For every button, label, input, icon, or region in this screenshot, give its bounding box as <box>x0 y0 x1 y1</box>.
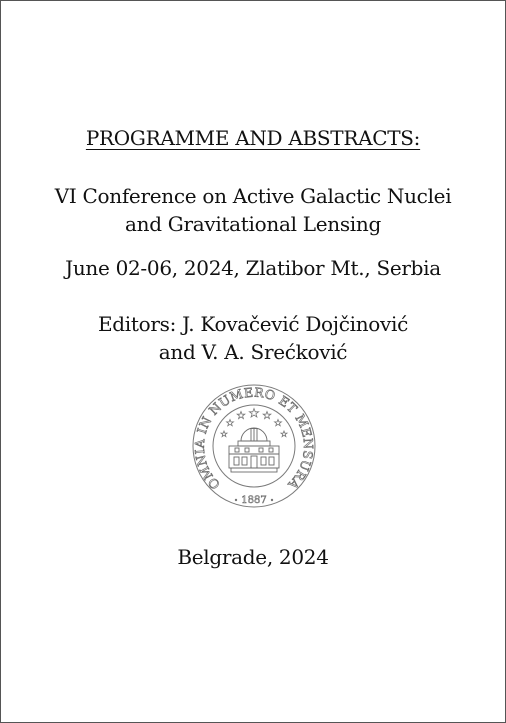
editors-line-1: Editors: J. Kovačević Dojčinović <box>97 312 409 336</box>
place-and-year: Belgrade, 2024 <box>177 545 329 569</box>
editors-line-2: and V. A. Srećković <box>158 340 348 364</box>
conference-dates-location: June 02-06, 2024, Zlatibor Mt., Serbia <box>65 256 441 280</box>
conference-title-line-2: and Gravitational Lensing <box>125 212 381 236</box>
observatory-building <box>229 428 279 472</box>
seal-motto: OMNIA IN NUMERO ET MENSURA <box>191 384 317 493</box>
observatory-seal-icon <box>191 383 317 509</box>
document-heading: PROGRAMME AND ABSTRACTS: <box>85 126 421 150</box>
seal-year: 1887 <box>241 495 267 506</box>
conference-title-line-1: VI Conference on Active Galactic Nuclei <box>54 184 452 208</box>
